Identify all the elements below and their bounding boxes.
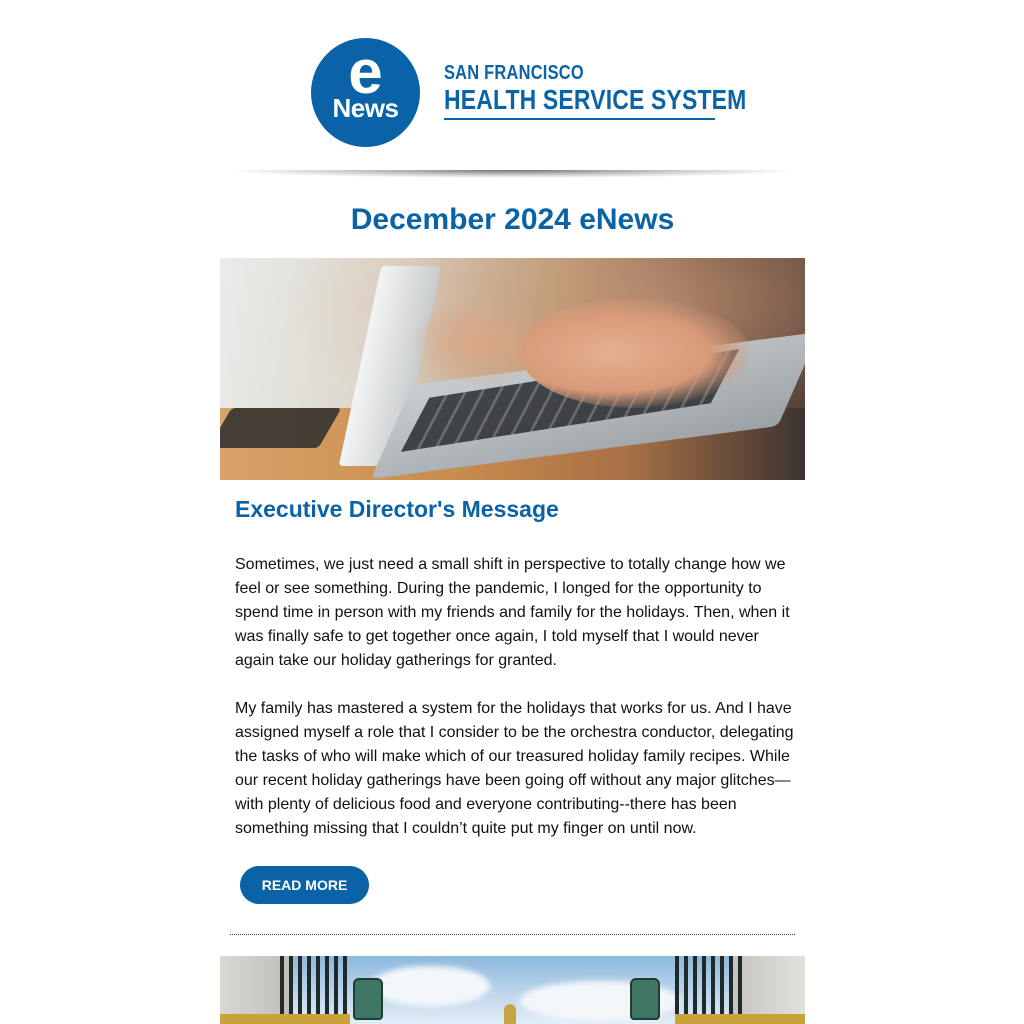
cloud-shape — [370, 966, 490, 1006]
issue-title: December 2024 eNews — [350, 203, 675, 236]
read-more-button[interactable]: READ MORE — [240, 866, 369, 904]
article-paragraph-1: Sometimes, we just need a small shift in perspective to totally change how we feel or see something. During the pandemic, I longed for the opportunity to spend time in person with my friends and family for the holidays. Then, when it was finally safe to get together once again, I told myself that I would never again take our holiday gatherings for granted. — [235, 556, 790, 669]
gate-gold-trim — [220, 1014, 350, 1024]
logo-e-letter: e — [348, 38, 383, 107]
hero-right-hand — [520, 298, 750, 408]
header-divider-shadow — [220, 170, 805, 178]
lantern-left — [353, 978, 383, 1020]
org-name-line2: HEALTH SERVICE SYSTEM — [444, 84, 747, 115]
gate-gold-trim — [675, 1014, 805, 1024]
section-divider — [230, 934, 795, 935]
enews-logo[interactable] — [311, 38, 420, 147]
article-title[interactable]: Executive Director's Message — [235, 496, 559, 522]
org-name-line1: SAN FRANCISCO — [444, 62, 584, 84]
logo-news-text: News — [332, 93, 399, 123]
newsletter-header — [220, 0, 805, 185]
organization-name — [444, 62, 746, 116]
org-name-underline — [444, 118, 715, 120]
distant-dome — [504, 1004, 516, 1024]
lantern-right — [630, 978, 660, 1020]
laptop-typing-image — [220, 258, 805, 480]
city-hall-gates-image — [220, 956, 805, 1024]
article-paragraph-2: My family has mastered a system for the holidays that works for us. And I have assigned myself a role that I consider to be the orchestra conductor, delegating the tasks of who will make which of our treasured holiday family recipes. While our recent holiday gatherings have been going off without any major glitches—with plenty of delicious food and everyone contributing--there has been something missing that I couldn’t quite put my finger on until now. — [235, 700, 794, 837]
